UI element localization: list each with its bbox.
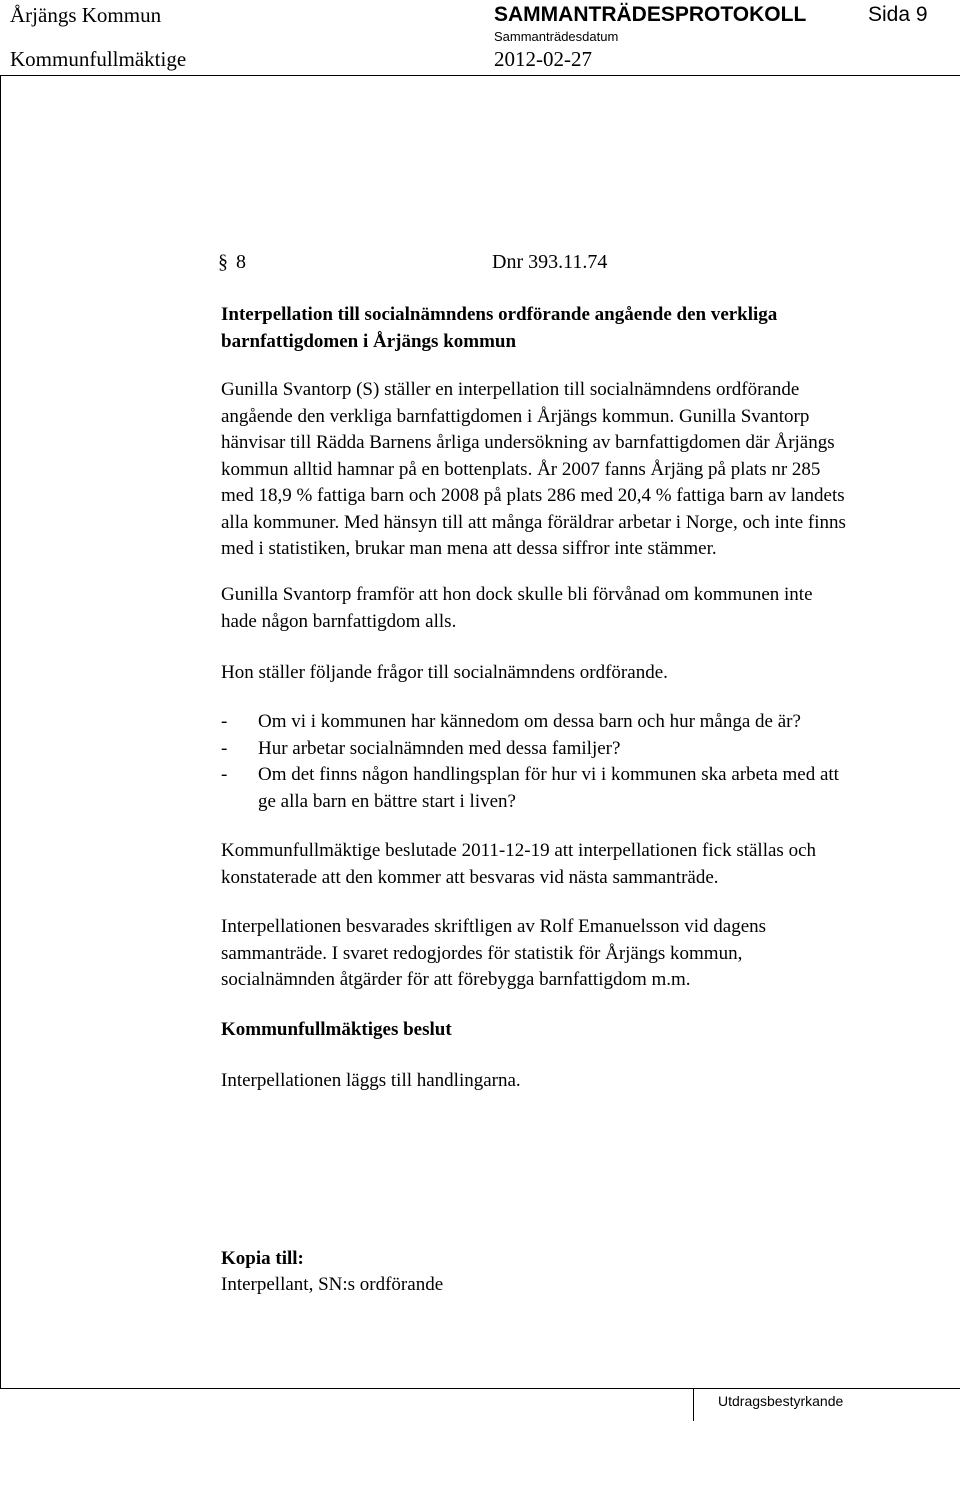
- question-list: [221, 709, 839, 815]
- paragraph-questions-intro: Hon ställer följande frågor till socialnämndens ordförande.: [221, 662, 668, 683]
- document-title: SAMMANTRÄDESPROTOKOLL: [494, 3, 807, 26]
- copy-to-heading: Kopia till:: [221, 1248, 304, 1269]
- organization-name: Årjängs Kommun: [10, 3, 162, 27]
- list-dash: -: [221, 737, 228, 759]
- left-margin-line: [0, 75, 1, 1389]
- text-line: Om vi i kommunen har kännedom om dessa barn och hur många de är?: [258, 711, 801, 732]
- text-line: alla kommuner. Med hänsyn till att många föräldrar arbetar i Norge, och inte finns: [221, 511, 846, 533]
- page-number: Sida 9: [868, 3, 928, 26]
- text-line: Hur arbetar socialnämnden med dessa familjer?: [258, 737, 621, 759]
- text-line: kommun alltid hamnar på en bottenplats. År 2007 fanns Årjäng på plats nr 285: [221, 458, 821, 480]
- footer-certification-label: Utdragsbestyrkande: [718, 1393, 844, 1409]
- text-line: ge alla barn en bättre start i liven?: [258, 790, 516, 812]
- list-item: [221, 736, 839, 763]
- paragraph-background: [221, 377, 846, 563]
- list-item: [221, 709, 839, 736]
- decision-text: Interpellationen läggs till handlingarna.: [221, 1070, 521, 1091]
- text-line: Gunilla Svantorp framför att hon dock skulle bli förvånad om kommunen inte: [221, 584, 813, 605]
- text-line: hade någon barnfattigdom alls.: [221, 610, 457, 632]
- text-line: konstaterade att den kommer att besvaras vid nästa sammanträde.: [221, 866, 719, 888]
- meeting-date: 2012-02-27: [494, 47, 592, 71]
- text-line: socialnämnden åtgärder för att förebygga barnfattigdom m.m.: [221, 969, 691, 990]
- paragraph-symbol: §: [218, 251, 228, 273]
- text-line: hänvisar till Rädda Barnens årliga undersökning av barnfattigdomen där Årjängs: [221, 432, 835, 453]
- text-line: angående den verkliga barnfattigdomen i Årjängs kommun. Gunilla Svantorp: [221, 405, 810, 427]
- text-line: med 18,9 % fattiga barn och 2008 på plats 286 med 20,4 % fattiga barn av landets: [221, 485, 845, 506]
- text-line: Kommunfullmäktige beslutade 2011-12-19 att interpellationen fick ställas och: [221, 840, 817, 861]
- list-dash: -: [221, 711, 228, 732]
- copy-to-recipients: Interpellant, SN:s ordförande: [221, 1274, 444, 1295]
- paragraph-opinion: [221, 582, 813, 635]
- text-line: sammanträde. I svaret redogjordes för statistik för Årjängs kommun,: [221, 942, 743, 964]
- text-line: Om det finns någon handlingsplan för hur vi i kommunen ska arbeta med att: [258, 764, 839, 785]
- list-item: [221, 762, 839, 815]
- heading-line: Interpellation till socialnämndens ordförande angående den verkliga: [221, 304, 778, 325]
- list-dash: -: [221, 764, 228, 785]
- header-divider: [0, 75, 960, 76]
- decision-heading: Kommunfullmäktiges beslut: [221, 1019, 452, 1040]
- section-number: 8: [236, 251, 246, 273]
- registration-number: Dnr 393.11.74: [492, 251, 608, 273]
- heading-line: barnfattigdomen i Årjängs kommun: [221, 330, 517, 352]
- paragraph-prior-decision: [221, 838, 816, 891]
- text-line: Gunilla Svantorp (S) ställer en interpellation till socialnämndens ordförande: [221, 379, 800, 400]
- section-heading: [221, 302, 777, 355]
- text-line: med i statistiken, brukar man mena att dessa siffror inte stämmer.: [221, 538, 717, 559]
- text-line: Interpellationen besvarades skriftligen av Rolf Emanuelsson vid dagens: [221, 916, 767, 937]
- meeting-date-label: Sammanträdesdatum: [494, 29, 619, 44]
- paragraph-answer: [221, 914, 766, 994]
- body-name: Kommunfullmäktige: [10, 47, 187, 71]
- footer-divider: [0, 1388, 960, 1389]
- signature-box-divider: [693, 1388, 694, 1421]
